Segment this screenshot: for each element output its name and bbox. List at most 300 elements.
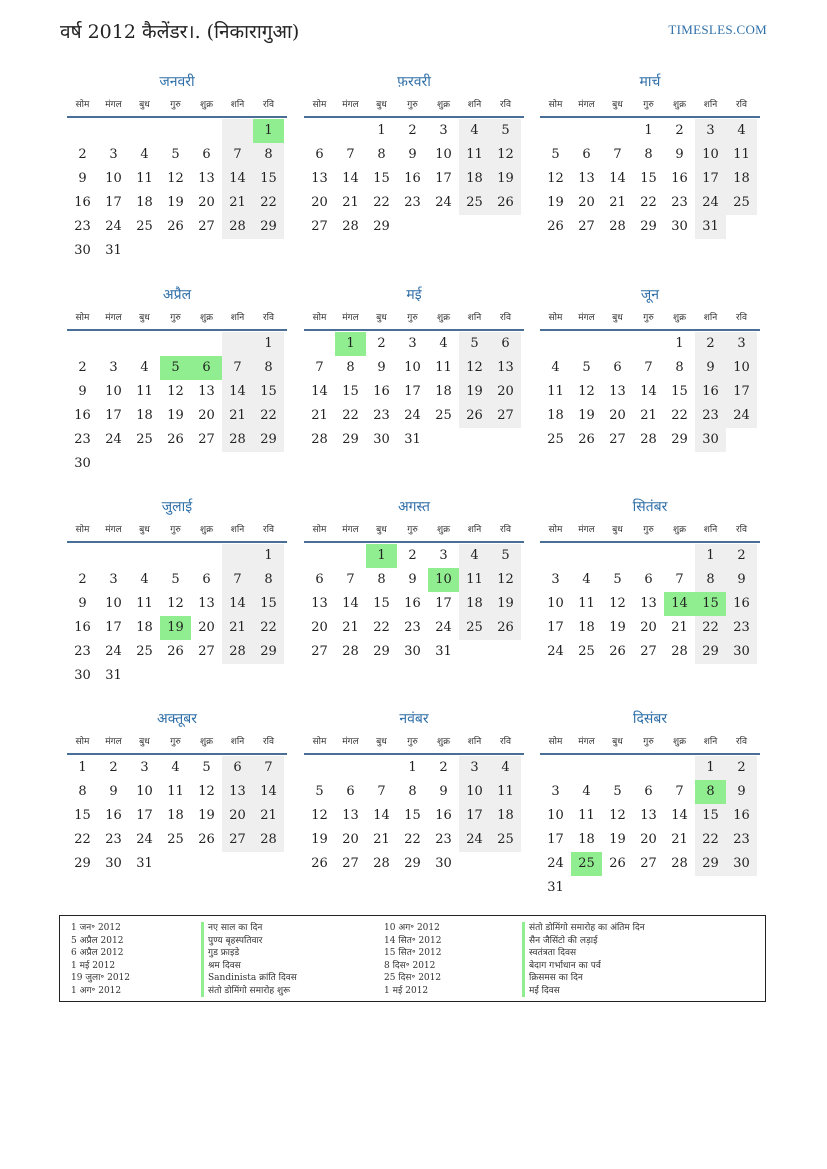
- day-cell[interactable]: 22: [253, 191, 284, 215]
- day-cell[interactable]: 23: [695, 404, 726, 428]
- day-cell[interactable]: 18: [167, 808, 184, 823]
- day-cell[interactable]: 30: [74, 243, 91, 258]
- day-cell[interactable]: 26: [490, 191, 521, 215]
- day-cell[interactable]: 6: [222, 756, 253, 780]
- day-cell[interactable]: 29: [253, 640, 284, 664]
- day-cell[interactable]: 26: [167, 219, 184, 234]
- day-cell[interactable]: 13: [311, 171, 328, 186]
- day-cell[interactable]: 6: [202, 147, 211, 162]
- day-cell[interactable]: 5: [315, 784, 324, 799]
- day-cell[interactable]: 28: [373, 856, 390, 871]
- day-cell[interactable]: 30: [435, 856, 452, 871]
- day-cell[interactable]: 17: [695, 167, 726, 191]
- day-cell[interactable]: 14: [342, 171, 359, 186]
- day-cell[interactable]: 19: [167, 195, 184, 210]
- day-cell[interactable]: 29: [253, 215, 284, 239]
- day-cell[interactable]: 26: [609, 644, 626, 659]
- day-cell[interactable]: 16: [373, 384, 390, 399]
- day-cell[interactable]: 3: [726, 332, 757, 356]
- day-cell[interactable]: 18: [435, 384, 452, 399]
- day-cell[interactable]: 13: [198, 384, 215, 399]
- day-cell[interactable]: 30: [74, 456, 91, 471]
- day-cell[interactable]: 4: [439, 336, 448, 351]
- day-cell[interactable]: 23: [435, 832, 452, 847]
- day-cell[interactable]: 29: [74, 856, 91, 871]
- day-cell[interactable]: 7: [377, 784, 386, 799]
- day-cell[interactable]: 15: [695, 804, 726, 828]
- day-cell[interactable]: 22: [404, 832, 421, 847]
- day-cell[interactable]: 4: [582, 572, 591, 587]
- day-cell[interactable]: 9: [726, 568, 757, 592]
- day-cell[interactable]: 16: [404, 596, 421, 611]
- day-cell[interactable]: 1: [253, 332, 284, 356]
- day-cell[interactable]: 17: [435, 171, 452, 186]
- day-cell[interactable]: 8: [253, 143, 284, 167]
- day-cell[interactable]: 26: [198, 832, 215, 847]
- day-cell[interactable]: 18: [459, 592, 490, 616]
- day-cell[interactable]: 20: [578, 195, 595, 210]
- day-cell[interactable]: 18: [459, 167, 490, 191]
- day-cell[interactable]: 15: [342, 384, 359, 399]
- day-cell[interactable]: 19: [609, 832, 626, 847]
- day-cell[interactable]: 20: [198, 620, 215, 635]
- day-cell[interactable]: 4: [459, 544, 490, 568]
- day-cell[interactable]: 16: [671, 171, 688, 186]
- day-cell[interactable]: 10: [435, 147, 452, 162]
- day-cell[interactable]: 27: [222, 828, 253, 852]
- day-cell[interactable]: 27: [640, 856, 657, 871]
- day-cell[interactable]: 11: [490, 780, 521, 804]
- day-cell[interactable]: 21: [222, 191, 253, 215]
- day-cell[interactable]: 28: [253, 828, 284, 852]
- day-cell[interactable]: 29: [404, 856, 421, 871]
- day-cell[interactable]: 17: [726, 380, 757, 404]
- day-cell[interactable]: 7: [222, 568, 253, 592]
- day-cell[interactable]: 13: [198, 596, 215, 611]
- day-cell[interactable]: 11: [136, 171, 153, 186]
- day-cell[interactable]: 19: [578, 408, 595, 423]
- day-cell[interactable]: 8: [695, 568, 726, 592]
- day-cell[interactable]: 25: [136, 644, 153, 659]
- day-cell[interactable]: 1: [644, 123, 653, 138]
- day-cell[interactable]: 3: [109, 360, 118, 375]
- day-cell[interactable]: 4: [582, 784, 591, 799]
- day-cell[interactable]: 29: [342, 432, 359, 447]
- day-cell[interactable]: 29: [695, 852, 726, 876]
- holiday-day-cell[interactable]: 15: [695, 592, 726, 616]
- day-cell[interactable]: 24: [435, 195, 452, 210]
- day-cell[interactable]: 17: [435, 596, 452, 611]
- day-cell[interactable]: 26: [578, 432, 595, 447]
- day-cell[interactable]: 26: [609, 856, 626, 871]
- day-cell[interactable]: 14: [640, 384, 657, 399]
- holiday-day-cell[interactable]: 8: [695, 780, 726, 804]
- day-cell[interactable]: 24: [105, 644, 122, 659]
- day-cell[interactable]: 7: [253, 756, 284, 780]
- day-cell[interactable]: 15: [253, 380, 284, 404]
- day-cell[interactable]: 4: [551, 360, 560, 375]
- day-cell[interactable]: 16: [726, 804, 757, 828]
- day-cell[interactable]: 7: [613, 147, 622, 162]
- day-cell[interactable]: 22: [695, 616, 726, 640]
- day-cell[interactable]: 21: [342, 620, 359, 635]
- day-cell[interactable]: 17: [459, 804, 490, 828]
- day-cell[interactable]: 2: [695, 332, 726, 356]
- holiday-day-cell[interactable]: 6: [191, 356, 222, 380]
- day-cell[interactable]: 7: [644, 360, 653, 375]
- day-cell[interactable]: 29: [695, 640, 726, 664]
- day-cell[interactable]: 30: [105, 856, 122, 871]
- day-cell[interactable]: 17: [547, 620, 564, 635]
- day-cell[interactable]: 24: [105, 432, 122, 447]
- day-cell[interactable]: 14: [253, 780, 284, 804]
- day-cell[interactable]: 25: [490, 828, 521, 852]
- day-cell[interactable]: 5: [202, 760, 211, 775]
- day-cell[interactable]: 16: [74, 620, 91, 635]
- day-cell[interactable]: 10: [105, 596, 122, 611]
- day-cell[interactable]: 21: [373, 832, 390, 847]
- day-cell[interactable]: 27: [609, 432, 626, 447]
- day-cell[interactable]: 5: [613, 572, 622, 587]
- day-cell[interactable]: 31: [435, 644, 452, 659]
- day-cell[interactable]: 10: [105, 384, 122, 399]
- day-cell[interactable]: 16: [74, 195, 91, 210]
- holiday-day-cell[interactable]: 10: [428, 568, 459, 592]
- day-cell[interactable]: 23: [74, 644, 91, 659]
- day-cell[interactable]: 8: [377, 572, 386, 587]
- day-cell[interactable]: 13: [578, 171, 595, 186]
- day-cell[interactable]: 20: [311, 620, 328, 635]
- day-cell[interactable]: 2: [78, 147, 87, 162]
- day-cell[interactable]: 22: [671, 408, 688, 423]
- day-cell[interactable]: 6: [202, 572, 211, 587]
- day-cell[interactable]: 15: [671, 384, 688, 399]
- day-cell[interactable]: 2: [726, 544, 757, 568]
- day-cell[interactable]: 12: [609, 596, 626, 611]
- day-cell[interactable]: 14: [373, 808, 390, 823]
- day-cell[interactable]: 28: [342, 219, 359, 234]
- day-cell[interactable]: 8: [644, 147, 653, 162]
- day-cell[interactable]: 7: [346, 572, 355, 587]
- day-cell[interactable]: 9: [109, 784, 118, 799]
- day-cell[interactable]: 18: [726, 167, 757, 191]
- day-cell[interactable]: 30: [726, 852, 757, 876]
- day-cell[interactable]: 22: [373, 620, 390, 635]
- day-cell[interactable]: 15: [404, 808, 421, 823]
- day-cell[interactable]: 22: [253, 404, 284, 428]
- day-cell[interactable]: 1: [253, 544, 284, 568]
- day-cell[interactable]: 20: [640, 832, 657, 847]
- day-cell[interactable]: 11: [578, 808, 595, 823]
- day-cell[interactable]: 24: [695, 191, 726, 215]
- day-cell[interactable]: 2: [439, 760, 448, 775]
- day-cell[interactable]: 12: [578, 384, 595, 399]
- day-cell[interactable]: 16: [435, 808, 452, 823]
- day-cell[interactable]: 12: [167, 171, 184, 186]
- day-cell[interactable]: 21: [671, 832, 688, 847]
- day-cell[interactable]: 2: [726, 756, 757, 780]
- day-cell[interactable]: 12: [311, 808, 328, 823]
- day-cell[interactable]: 30: [671, 219, 688, 234]
- day-cell[interactable]: 15: [74, 808, 91, 823]
- day-cell[interactable]: 12: [459, 356, 490, 380]
- day-cell[interactable]: 19: [490, 167, 521, 191]
- day-cell[interactable]: 5: [171, 572, 180, 587]
- day-cell[interactable]: 31: [136, 856, 153, 871]
- day-cell[interactable]: 20: [198, 195, 215, 210]
- day-cell[interactable]: 3: [408, 336, 417, 351]
- day-cell[interactable]: 16: [404, 171, 421, 186]
- day-cell[interactable]: 2: [675, 123, 684, 138]
- day-cell[interactable]: 15: [373, 171, 390, 186]
- day-cell[interactable]: 8: [346, 360, 355, 375]
- day-cell[interactable]: 19: [459, 380, 490, 404]
- day-cell[interactable]: 2: [109, 760, 118, 775]
- day-cell[interactable]: 20: [640, 620, 657, 635]
- day-cell[interactable]: 8: [675, 360, 684, 375]
- day-cell[interactable]: 11: [459, 143, 490, 167]
- day-cell[interactable]: 4: [459, 119, 490, 143]
- day-cell[interactable]: 2: [408, 548, 417, 563]
- day-cell[interactable]: 9: [78, 384, 87, 399]
- day-cell[interactable]: 10: [404, 360, 421, 375]
- day-cell[interactable]: 17: [105, 408, 122, 423]
- day-cell[interactable]: 2: [78, 572, 87, 587]
- day-cell[interactable]: 26: [167, 644, 184, 659]
- day-cell[interactable]: 17: [105, 620, 122, 635]
- day-cell[interactable]: 15: [640, 171, 657, 186]
- day-cell[interactable]: 8: [408, 784, 417, 799]
- day-cell[interactable]: 29: [640, 219, 657, 234]
- day-cell[interactable]: 20: [342, 832, 359, 847]
- day-cell[interactable]: 6: [582, 147, 591, 162]
- day-cell[interactable]: 5: [551, 147, 560, 162]
- day-cell[interactable]: 7: [675, 572, 684, 587]
- day-cell[interactable]: 2: [408, 123, 417, 138]
- day-cell[interactable]: 7: [222, 356, 253, 380]
- day-cell[interactable]: 16: [105, 808, 122, 823]
- day-cell[interactable]: 21: [222, 616, 253, 640]
- day-cell[interactable]: 25: [136, 432, 153, 447]
- day-cell[interactable]: 30: [695, 428, 726, 452]
- day-cell[interactable]: 26: [167, 432, 184, 447]
- day-cell[interactable]: 17: [136, 808, 153, 823]
- site-link[interactable]: TIMESLES.COM: [668, 22, 767, 37]
- day-cell[interactable]: 10: [459, 780, 490, 804]
- holiday-day-cell[interactable]: 1: [253, 119, 284, 143]
- day-cell[interactable]: 31: [105, 243, 122, 258]
- day-cell[interactable]: 14: [342, 596, 359, 611]
- day-cell[interactable]: 17: [404, 384, 421, 399]
- day-cell[interactable]: 5: [490, 544, 521, 568]
- day-cell[interactable]: 11: [459, 568, 490, 592]
- day-cell[interactable]: 21: [609, 195, 626, 210]
- day-cell[interactable]: 28: [671, 644, 688, 659]
- day-cell[interactable]: 4: [140, 147, 149, 162]
- day-cell[interactable]: 3: [140, 760, 149, 775]
- day-cell[interactable]: 19: [547, 195, 564, 210]
- day-cell[interactable]: 7: [315, 360, 324, 375]
- day-cell[interactable]: 22: [695, 828, 726, 852]
- day-cell[interactable]: 18: [578, 620, 595, 635]
- day-cell[interactable]: 24: [547, 644, 564, 659]
- day-cell[interactable]: 14: [671, 808, 688, 823]
- day-cell[interactable]: 23: [726, 616, 757, 640]
- day-cell[interactable]: 1: [408, 760, 417, 775]
- day-cell[interactable]: 26: [490, 616, 521, 640]
- day-cell[interactable]: 20: [198, 408, 215, 423]
- day-cell[interactable]: 9: [408, 572, 417, 587]
- day-cell[interactable]: 28: [342, 644, 359, 659]
- day-cell[interactable]: 19: [311, 832, 328, 847]
- day-cell[interactable]: 13: [609, 384, 626, 399]
- day-cell[interactable]: 11: [726, 143, 757, 167]
- day-cell[interactable]: 30: [373, 432, 390, 447]
- day-cell[interactable]: 24: [105, 219, 122, 234]
- day-cell[interactable]: 3: [551, 572, 560, 587]
- day-cell[interactable]: 20: [490, 380, 521, 404]
- day-cell[interactable]: 6: [644, 572, 653, 587]
- day-cell[interactable]: 27: [640, 644, 657, 659]
- day-cell[interactable]: 1: [695, 756, 726, 780]
- day-cell[interactable]: 14: [222, 167, 253, 191]
- day-cell[interactable]: 24: [726, 404, 757, 428]
- day-cell[interactable]: 16: [695, 380, 726, 404]
- day-cell[interactable]: 25: [547, 432, 564, 447]
- day-cell[interactable]: 8: [253, 568, 284, 592]
- day-cell[interactable]: 8: [253, 356, 284, 380]
- day-cell[interactable]: 28: [222, 640, 253, 664]
- day-cell[interactable]: 14: [222, 380, 253, 404]
- day-cell[interactable]: 25: [136, 219, 153, 234]
- day-cell[interactable]: 29: [671, 432, 688, 447]
- day-cell[interactable]: 20: [609, 408, 626, 423]
- holiday-day-cell[interactable]: 19: [160, 616, 191, 640]
- holiday-day-cell[interactable]: 1: [366, 544, 397, 568]
- day-cell[interactable]: 18: [136, 195, 153, 210]
- day-cell[interactable]: 17: [105, 195, 122, 210]
- day-cell[interactable]: 13: [222, 780, 253, 804]
- day-cell[interactable]: 21: [253, 804, 284, 828]
- day-cell[interactable]: 18: [136, 408, 153, 423]
- day-cell[interactable]: 21: [222, 404, 253, 428]
- day-cell[interactable]: 5: [490, 119, 521, 143]
- day-cell[interactable]: 3: [695, 119, 726, 143]
- day-cell[interactable]: 5: [613, 784, 622, 799]
- day-cell[interactable]: 31: [105, 668, 122, 683]
- day-cell[interactable]: 12: [490, 143, 521, 167]
- day-cell[interactable]: 10: [105, 171, 122, 186]
- day-cell[interactable]: 10: [136, 784, 153, 799]
- day-cell[interactable]: 26: [459, 404, 490, 428]
- day-cell[interactable]: 15: [253, 167, 284, 191]
- day-cell[interactable]: 31: [404, 432, 421, 447]
- day-cell[interactable]: 29: [373, 219, 390, 234]
- day-cell[interactable]: 25: [459, 191, 490, 215]
- day-cell[interactable]: 22: [640, 195, 657, 210]
- day-cell[interactable]: 23: [726, 828, 757, 852]
- day-cell[interactable]: 14: [222, 592, 253, 616]
- day-cell[interactable]: 11: [547, 384, 564, 399]
- day-cell[interactable]: 4: [490, 756, 521, 780]
- day-cell[interactable]: 21: [640, 408, 657, 423]
- day-cell[interactable]: 21: [671, 620, 688, 635]
- day-cell[interactable]: 22: [74, 832, 91, 847]
- day-cell[interactable]: 26: [547, 219, 564, 234]
- day-cell[interactable]: 18: [136, 620, 153, 635]
- day-cell[interactable]: 30: [726, 640, 757, 664]
- day-cell[interactable]: 26: [311, 856, 328, 871]
- day-cell[interactable]: 13: [198, 171, 215, 186]
- day-cell[interactable]: 25: [167, 832, 184, 847]
- day-cell[interactable]: 8: [377, 147, 386, 162]
- day-cell[interactable]: 5: [459, 332, 490, 356]
- day-cell[interactable]: 24: [435, 620, 452, 635]
- day-cell[interactable]: 23: [404, 195, 421, 210]
- day-cell[interactable]: 18: [490, 804, 521, 828]
- day-cell[interactable]: 6: [490, 332, 521, 356]
- holiday-day-cell[interactable]: 1: [335, 332, 366, 356]
- day-cell[interactable]: 11: [578, 596, 595, 611]
- day-cell[interactable]: 25: [459, 616, 490, 640]
- day-cell[interactable]: 17: [547, 832, 564, 847]
- day-cell[interactable]: 22: [342, 408, 359, 423]
- day-cell[interactable]: 18: [547, 408, 564, 423]
- day-cell[interactable]: 5: [582, 360, 591, 375]
- day-cell[interactable]: 19: [167, 408, 184, 423]
- day-cell[interactable]: 9: [78, 596, 87, 611]
- day-cell[interactable]: 3: [439, 548, 448, 563]
- day-cell[interactable]: 28: [311, 432, 328, 447]
- day-cell[interactable]: 9: [695, 356, 726, 380]
- day-cell[interactable]: 1: [675, 336, 684, 351]
- day-cell[interactable]: 28: [609, 219, 626, 234]
- day-cell[interactable]: 10: [547, 808, 564, 823]
- day-cell[interactable]: 9: [78, 171, 87, 186]
- day-cell[interactable]: 27: [198, 644, 215, 659]
- day-cell[interactable]: 25: [578, 644, 595, 659]
- day-cell[interactable]: 28: [222, 215, 253, 239]
- day-cell[interactable]: 23: [671, 195, 688, 210]
- day-cell[interactable]: 6: [315, 147, 324, 162]
- day-cell[interactable]: 3: [459, 756, 490, 780]
- day-cell[interactable]: 1: [377, 123, 386, 138]
- day-cell[interactable]: 15: [253, 592, 284, 616]
- day-cell[interactable]: 12: [198, 784, 215, 799]
- day-cell[interactable]: 27: [490, 404, 521, 428]
- day-cell[interactable]: 12: [547, 171, 564, 186]
- day-cell[interactable]: 13: [311, 596, 328, 611]
- day-cell[interactable]: 4: [140, 360, 149, 375]
- day-cell[interactable]: 21: [342, 195, 359, 210]
- day-cell[interactable]: 7: [222, 143, 253, 167]
- day-cell[interactable]: 6: [644, 784, 653, 799]
- day-cell[interactable]: 1: [695, 544, 726, 568]
- day-cell[interactable]: 23: [74, 432, 91, 447]
- day-cell[interactable]: 23: [74, 219, 91, 234]
- day-cell[interactable]: 25: [726, 191, 757, 215]
- day-cell[interactable]: 7: [675, 784, 684, 799]
- day-cell[interactable]: 22: [373, 195, 390, 210]
- day-cell[interactable]: 4: [171, 760, 180, 775]
- day-cell[interactable]: 27: [198, 432, 215, 447]
- day-cell[interactable]: 2: [377, 336, 386, 351]
- day-cell[interactable]: 6: [346, 784, 355, 799]
- day-cell[interactable]: 12: [609, 808, 626, 823]
- day-cell[interactable]: 4: [726, 119, 757, 143]
- day-cell[interactable]: 15: [373, 596, 390, 611]
- day-cell[interactable]: 6: [613, 360, 622, 375]
